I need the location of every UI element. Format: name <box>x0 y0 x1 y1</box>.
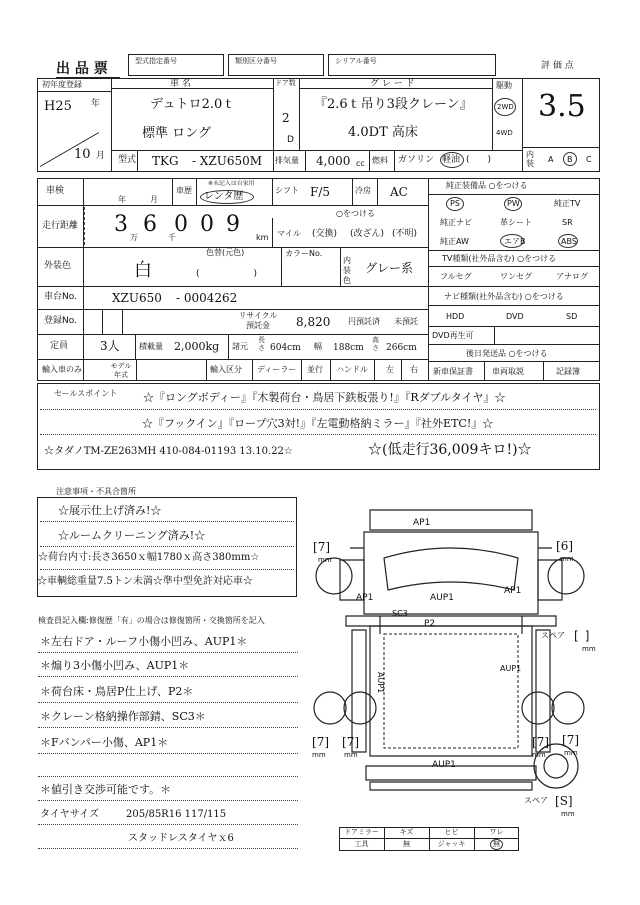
equip-leather: 革シート <box>500 218 532 227</box>
equip-title: 純正装備品 ○をつける <box>446 181 528 190</box>
interior-b: B <box>567 155 573 164</box>
sales-line-1: ☆『ロングボディー』『木製荷台・鳥居下鉄板張り!』『Rダブルタイヤ』☆ <box>143 391 506 404</box>
navi-hdd: HDD <box>446 312 465 321</box>
mileage-label: 走行距離 <box>42 221 79 231</box>
load-label: 積載量 <box>139 342 163 351</box>
drive-4wd: 4WD <box>496 129 513 137</box>
spare-label-2: スペア <box>524 796 548 805</box>
mileage-digit-5: 9 <box>226 212 240 237</box>
dmg-ap1-right: AP1 <box>504 586 522 596</box>
equip-sr: SR <box>562 218 573 227</box>
tread-rear-left-1: [7] <box>312 735 330 749</box>
hdr-break: ワレ <box>489 828 504 836</box>
form-title: 出 品 票 <box>56 61 108 77</box>
recycle-unit: 円預託済 <box>348 317 380 326</box>
sales-line-2: ☆『フックイン』『ロープ穴3対!』『左電動格納ミラー』『社外ETC!』☆ <box>142 417 494 430</box>
spare-1-mm: mm <box>582 645 596 653</box>
score: 3.5 <box>538 89 586 124</box>
drive-2wd: 2WD <box>497 103 514 111</box>
reg-month: 10 <box>74 147 91 162</box>
note-4: ☆車輌総重量7.5トン未満☆準中型免許対応車☆ <box>37 576 253 587</box>
doors-label: ドア数 <box>275 79 296 87</box>
spare-2-mm: mm <box>561 810 575 818</box>
int-color: グレー系 <box>365 261 414 275</box>
height-label: 高さ <box>372 336 379 352</box>
recycle: 8,820 <box>296 315 331 329</box>
hdr-mirror: ドアミラー <box>344 828 379 836</box>
model-prefix: TKG <box>152 154 179 168</box>
hdr-crack: ヒビ <box>444 828 459 836</box>
spare-tread-2: [S] <box>555 794 573 808</box>
navi-dvd: DVD <box>506 312 524 321</box>
recycle-label: リサイクル預託金 <box>238 311 278 330</box>
tread-front-left: [7] <box>313 540 331 554</box>
ac: AC <box>390 185 408 199</box>
model-label: 型式 <box>118 155 137 165</box>
ext-color-label: 外装色 <box>44 261 72 271</box>
car-name-label: 車 名 <box>170 79 191 89</box>
note-2: ☆ルームクリーニング済み!☆ <box>58 529 206 542</box>
spare-bracket-1: [ ] <box>574 629 590 643</box>
fuel-paren: ( ) <box>466 155 492 165</box>
insp-5: ＊Fバンパー小傷、AP1＊ <box>40 736 169 749</box>
color-no-label: カラーNo. <box>285 249 323 258</box>
dmg-sc3: SC3 <box>392 609 408 618</box>
note-1: ☆展示仕上げ済み!☆ <box>58 504 162 517</box>
load: 2,000kg <box>174 340 220 353</box>
tread-rear-left-2: [7] <box>342 735 360 749</box>
note-3: ☆荷台内寸:長さ3650ｘ幅1780ｘ高さ380mm☆ <box>38 552 260 563</box>
tv-analog: アナログ <box>556 272 588 281</box>
dmg-ap1-top: AP1 <box>413 518 431 528</box>
equip-airbag: エアB <box>504 237 526 246</box>
notes-title: 注意事項・不具合箇所 <box>56 487 136 496</box>
model-year-label: モデル年式 <box>110 362 132 379</box>
tread-rl1-mm: mm <box>312 751 326 759</box>
dmg-ap1-left: AP1 <box>356 593 374 603</box>
handle-left: 左 <box>386 365 394 374</box>
insp-3: ＊荷台床・鳥居P仕上げ、P2＊ <box>40 685 194 698</box>
tread-rr2-mm: mm <box>564 749 578 757</box>
navi-title: ナビ種類(社外品含む) ○をつける <box>444 292 564 301</box>
shift: F/5 <box>310 185 331 199</box>
val-tools: 工具 <box>354 840 369 848</box>
score-label: 評 価 点 <box>541 61 574 71</box>
drive-label: 駆動 <box>496 81 512 90</box>
grade2: 4.0DT 高床 <box>348 125 418 140</box>
mileage-man: 万 <box>130 233 138 242</box>
mileage-sen: 千 <box>168 233 176 242</box>
mileage-circle-note: ○をつける <box>336 209 375 218</box>
chassis-model: XZU650 <box>112 291 162 305</box>
dims-label: 諸元 <box>232 342 248 351</box>
car-sub: 標準 ロング <box>142 126 211 141</box>
interior-a: A <box>548 155 554 164</box>
equip-navi: 純正ナビ <box>440 218 472 227</box>
studless-tires: スタッドレスタイヤｘ6 <box>128 833 234 844</box>
equip-ps: PS <box>450 199 460 208</box>
nego-note: ＊値引き交渉可能です。＊ <box>40 783 172 796</box>
import-label: 輸入車のみ <box>42 365 82 374</box>
fuel-label: 燃料 <box>372 156 388 165</box>
ext-color: 白 <box>134 260 152 281</box>
post-manual: 車両取説 <box>492 367 524 376</box>
tread-rl2-mm: mm <box>344 751 358 759</box>
category-field: 類別区分番号 <box>228 54 324 76</box>
height: 266cm <box>386 343 417 353</box>
mileage-km: km <box>256 233 269 242</box>
val-jack: ジャッキ <box>437 840 466 848</box>
history-note: ※未記入は自家用 <box>208 179 255 187</box>
disp: 4,000 <box>316 154 351 168</box>
equip-abs: ABS <box>561 237 577 246</box>
history-label: 車歴 <box>176 186 192 195</box>
capacity-label: 定員 <box>50 341 69 351</box>
dmg-aup1-left: AUP1 <box>376 672 385 694</box>
mileage-digit-3: 0 <box>174 212 188 237</box>
dmg-aup1-right: AUP1 <box>500 664 522 673</box>
insp-1: ＊左右ドア・ルーフ小傷小凹み、AUP1＊ <box>40 635 248 648</box>
sales-line-3b: ☆(低走行36,009キロ!)☆ <box>368 442 532 458</box>
recycle-unpaid: 未預託 <box>394 317 418 326</box>
width: 188cm <box>333 343 364 353</box>
equip-tv: 純正TV <box>554 199 581 208</box>
dmg-aup1-bottom: AUP1 <box>432 760 456 770</box>
insp-2: ＊煽り3小傷小凹み、AUP1＊ <box>40 659 190 672</box>
post-warranty: 新車保証書 <box>433 367 473 376</box>
parallel: 並行 <box>307 365 323 374</box>
sales-label: セールスポイント <box>54 389 118 398</box>
opt-swap: (交換) <box>312 229 338 239</box>
insp-4: ＊クレーン格納操作部錆、SC3＊ <box>40 710 206 723</box>
dmg-p2: P2 <box>424 619 436 629</box>
shaken-year: 年 <box>118 195 126 204</box>
color-change-label: 色替(元色) <box>206 248 245 257</box>
handle-right: 右 <box>410 365 418 374</box>
length-label: 長さ <box>258 336 265 352</box>
ext-color-paren: ( ) <box>196 269 258 279</box>
shaken-label: 車検 <box>46 186 65 196</box>
dealer: ディーラー <box>257 365 297 374</box>
val-none-1: 無 <box>403 840 410 848</box>
tv-oneseg: ワンセグ <box>500 272 532 281</box>
ac-label: 冷房 <box>355 186 371 195</box>
mileage-digit-4: 0 <box>200 212 214 237</box>
import-kind: 輸入区分 <box>210 365 242 374</box>
equip-pw: PW <box>507 199 520 208</box>
capacity: 3人 <box>100 339 120 353</box>
mileage-digit-1: 3 <box>114 212 128 237</box>
post-title: 後日発送品 ○をつける <box>466 349 548 358</box>
tv-title: TV種類(社外品含む) ○をつける <box>442 254 557 263</box>
disp-label: 排気量 <box>275 156 299 165</box>
tread-rr1-mm: mm <box>532 751 546 759</box>
hdr-scratch: キズ <box>399 828 414 836</box>
tread-front-left-mm: mm <box>318 556 332 564</box>
serial-field: シリアル番号 <box>328 54 496 76</box>
opt-unknown: (不明) <box>392 229 418 239</box>
int-color-label: 内装色 <box>343 256 351 285</box>
interior-label: 内装 <box>526 150 534 168</box>
year-unit: 年 <box>91 99 101 109</box>
inspector-label: 検査員記入欄:修復歴「有」の場合は修復箇所・交換箇所を記入 <box>38 616 265 625</box>
val-none-2: 無 <box>493 840 500 848</box>
tread-front-right: [6] <box>556 539 574 553</box>
doors: 2 <box>282 111 290 125</box>
navi-sd: SD <box>566 312 578 321</box>
opt-mod: (改ざん) <box>350 229 385 239</box>
grade-label: グ レ ー ド <box>370 79 415 89</box>
model: - XZU650M <box>192 154 263 168</box>
mile-label: マイル <box>277 229 301 238</box>
month-unit: 月 <box>96 151 106 161</box>
reg-label: 初年度登録 <box>42 80 82 89</box>
fuel-gas: ガソリン <box>398 155 435 165</box>
chassis-label: 車台No. <box>44 292 77 302</box>
history: レンタ歴 <box>204 191 244 202</box>
tire-size: 205/85R16 117/115 <box>126 809 227 820</box>
sales-line-3a: ☆タダノTM-ZE263MH 410-084-01193 13.10.22☆ <box>44 446 293 457</box>
reg-no-label: 登録No. <box>44 316 77 326</box>
interior-c: C <box>586 155 592 164</box>
length: 604cm <box>270 343 301 353</box>
handle-label: ハンドル <box>336 365 368 374</box>
dmg-aup1-center: AUP1 <box>430 593 454 603</box>
tread-front-right-mm: mm <box>560 555 574 563</box>
width-label: 幅 <box>314 342 322 351</box>
tread-rear-right-1: [7] <box>532 735 550 749</box>
type-spec-field: 型式指定番号 <box>128 54 224 76</box>
shift-label: シフト <box>275 186 299 195</box>
mileage-digit-2: 6 <box>143 212 157 237</box>
dvd-play: DVD再生可 <box>432 331 474 340</box>
grade: 『2.6ｔ吊り3段クレーン』 <box>314 97 473 112</box>
shaken-month: 月 <box>150 195 158 204</box>
equip-aw: 純正AW <box>440 237 469 246</box>
tire-label: タイヤサイズ <box>40 809 99 820</box>
car-name: デュトロ2.0ｔ <box>150 97 236 112</box>
fuel-diesel: 軽油 <box>442 155 461 165</box>
spare-label-1: スペア <box>541 631 565 640</box>
reg-year: H25 <box>44 99 72 114</box>
chassis-number: - 0004262 <box>176 291 238 305</box>
tread-rear-right-2: [7] <box>562 733 580 747</box>
disp-unit: cc <box>356 159 365 168</box>
tv-fullseg: フルセグ <box>440 272 472 281</box>
post-records: 記録簿 <box>556 367 580 376</box>
door-type: D <box>287 135 294 145</box>
